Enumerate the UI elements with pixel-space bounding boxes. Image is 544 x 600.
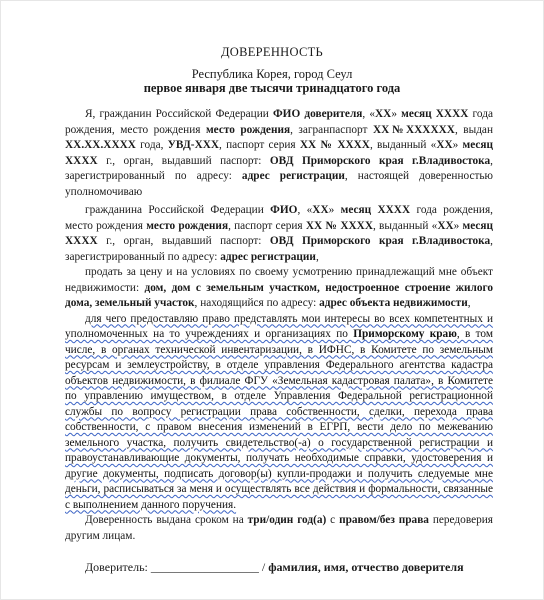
document-date: первое января две тысячи тринадцатого года [143, 81, 401, 95]
paragraph-subject [65, 265, 493, 312]
text-run: , [467, 297, 471, 309]
text-run: г., орган, выдавший паспорт: [97, 235, 270, 247]
term-value: три/один год(а) [247, 514, 327, 526]
foreign-passport-date: ХХ.ХХ.ХХХХ [65, 139, 136, 151]
property-type: дом, дом с земельным участком, недостроенное строение жилого дома, земельный участок [65, 281, 493, 309]
text-run: , зарегистрированный по адресу: [65, 154, 493, 182]
passport-issue-day: ХХ [436, 139, 453, 151]
passport-number: ХХ № ХХХХ [299, 139, 370, 151]
text-run: гражданина Российской Федерации [85, 204, 271, 216]
attorney-passport-issuer: ОВД Приморского края г.Владивостока [269, 235, 491, 247]
text-run: , находящийся по адресу: [194, 297, 320, 309]
text-run: » [391, 108, 402, 120]
text-run: , в том числе, в органах технической инвентаризации, в ИФНС, в Комитете по земельным ресурсам и землеустройству, в отделе управления Федерального агентства кадастра объектов недвижимости, в филиале ФГУ «Земельная кадастровая палата», в Комитете по управлению имуществом, в отделе Управления Федеральной регистрационной службы по вопросу регистрации права собственности, сделки, перехода права собственности, с правом внесения изменений в ЕГРП, вести дело по межеванию земельного участка, получить свидетельство(-а) о государственной регистрации и правоустанавливающие документы, получать необходимые справки, удостоверения и другие документы, подписать договор(ы) купли-продажи и получить следуемые мне деньги, расписываться за меня и осуществлять все действия и формальности, связанные с выполнением данного поручения. [65, 328, 494, 511]
attorney-registration-address: адрес регистрации [220, 250, 316, 263]
attorney-passport-month-year: месяц ХХХХ [65, 219, 494, 247]
text-run: с [326, 514, 340, 526]
text-run: , выдан [454, 123, 493, 136]
document-body [65, 107, 493, 576]
subdelegation-value: правом/без права [339, 514, 429, 526]
text-run: » [452, 139, 463, 151]
region-name: Приморскому краю [353, 328, 457, 340]
text-run: , загранпаспорт [290, 123, 373, 136]
paragraph-term [65, 513, 493, 544]
text-run: г., орган, выдавший паспорт: [97, 154, 270, 167]
attorney-passport-number: ХХ № ХХХХ [305, 219, 373, 232]
paragraph-powers [65, 312, 493, 514]
signature-blank: __________________ [150, 560, 259, 574]
birth-day: ХХ [375, 108, 392, 120]
text-run: , паспорт серия [228, 219, 306, 232]
signature-name: фамилия, имя, отчество доверителя [268, 560, 464, 574]
foreign-passport-number: ХХ№ХХХХХХ [372, 123, 455, 136]
text-run: , настоящей доверенностью уполномочиваю [65, 170, 493, 198]
text-run: года, [135, 139, 168, 151]
text-run: » [453, 219, 463, 232]
passport-issue-month-year: месяц ХХХХ [65, 139, 493, 167]
paragraph-attorney [65, 203, 493, 265]
passport-issuer: ОВД Приморского края г.Владивостока [269, 154, 491, 167]
registration-address: адрес регистрации [241, 170, 345, 182]
attorney-birth-day: ХХ [312, 204, 329, 216]
attorney-birth-month-year: месяц ХХХХ [340, 204, 411, 216]
document-city: Республика Корея, город Сеул [191, 67, 353, 81]
text-run: , « [362, 108, 376, 120]
signature-line [65, 560, 493, 576]
birth-place: место рождения [205, 123, 291, 136]
text-run: , выданный « [369, 139, 437, 151]
foreign-passport-issuer: УВД-ХХХ [167, 139, 220, 151]
principal-name: ФИО доверителя [272, 108, 363, 120]
signature-separator: / [258, 560, 269, 574]
paragraph-principal [65, 107, 493, 200]
text-run: , « [297, 204, 313, 216]
text-run: продать за цену и на условиях по своему усмотрению принадлежащий мне объект недвижимости: [65, 266, 493, 294]
text-run: , [315, 250, 319, 263]
text-run: года рождения, место рождения [65, 108, 493, 136]
attorney-passport-day: ХХ [437, 219, 454, 232]
attorney-name: ФИО [270, 204, 298, 216]
text-run: , выданный « [372, 219, 438, 232]
text-run: для чего предоставляю право представлять мои интересы во всех компетентных и уполномоченных на то учреждениях и организациях по [65, 312, 493, 340]
text-run: передоверия другим лицам. [65, 514, 493, 542]
property-address: адрес объекта недвижимости [319, 297, 468, 309]
text-run: » [328, 204, 341, 216]
text-run: , зарегистрированный по адресу: [65, 235, 493, 263]
text-run: , паспорт серия [219, 139, 300, 151]
birth-month-year: месяц ХХХХ [401, 108, 469, 120]
text-run: Доверенность выдана сроком на [85, 514, 248, 526]
text-run: Я, гражданин Российской Федерации [85, 108, 273, 120]
document-title: ДОВЕРЕННОСТЬ [220, 45, 324, 59]
text-run: года рождения, место рождения [65, 204, 493, 232]
attorney-birth-place: место рождения [146, 219, 229, 232]
signature-label: Доверитель: [85, 560, 151, 574]
